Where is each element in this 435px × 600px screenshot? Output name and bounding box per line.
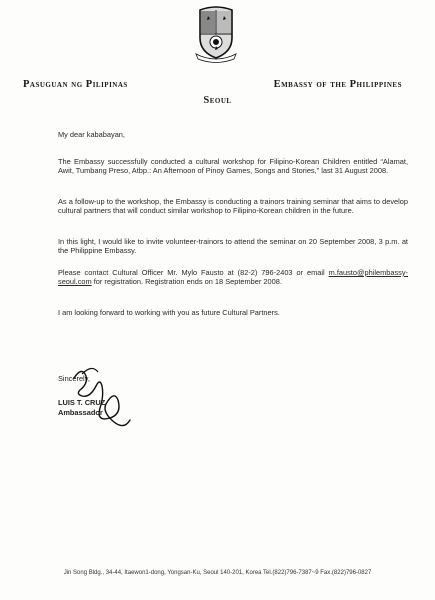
header-city: Seoul: [203, 95, 232, 106]
email-link[interactable]: m.fausto@philembassy-seoul.com: [58, 268, 408, 287]
header-filipino-name: Pasuguan ng Pilipinas: [23, 79, 128, 90]
paragraph-4: [58, 268, 408, 287]
paragraph-3: In this light, I would like to invite volunteer-trainors to attend the seminar on 20 September 2008, 3 p.m. at the Philippine Embassy.: [58, 237, 408, 256]
paragraph-2: As a follow-up to the workshop, the Embassy is conducting a trainors training seminar that aims to develop cultural partners that will conduct similar workshop to Filipino-Korean children in the future.: [58, 197, 408, 216]
paragraph-1: The Embassy successfully conducted a cultural workshop for Filipino-Korean Children entitled “Alamat, Awit, Tumbang Preso, Atbp.: An Afternoon of Pinoy Games, Songs and Stories,” last 31 August 2008.: [58, 157, 408, 176]
footer-address: Jin Song Bldg., 34-44, Itaewon1-dong, Yongsan-Ku, Seoul 140-201, Korea Tel.(822)796-7387~9 Fax.(822)796-0827: [63, 570, 372, 576]
closing: Sincerely,: [58, 374, 90, 383]
signer-title: Ambassador: [58, 408, 103, 417]
header-english-name: Embassy of the Philippines: [273, 79, 402, 90]
philippine-coat-of-arms-icon: [188, 4, 244, 64]
paragraph-4-text: Please contact Cultural Officer Mr. Mylo Fausto at (82-2) 796-2403 or email: [58, 268, 325, 277]
paragraph-5: I am looking forward to working with you as future Cultural Partners.: [58, 308, 280, 317]
salutation: My dear kababayan,: [58, 130, 125, 139]
signer-name: LUIS T. CRUZ: [58, 398, 106, 407]
paragraph-4-suffix: for registration. Registration ends on 18 September 2008.: [91, 277, 282, 287]
